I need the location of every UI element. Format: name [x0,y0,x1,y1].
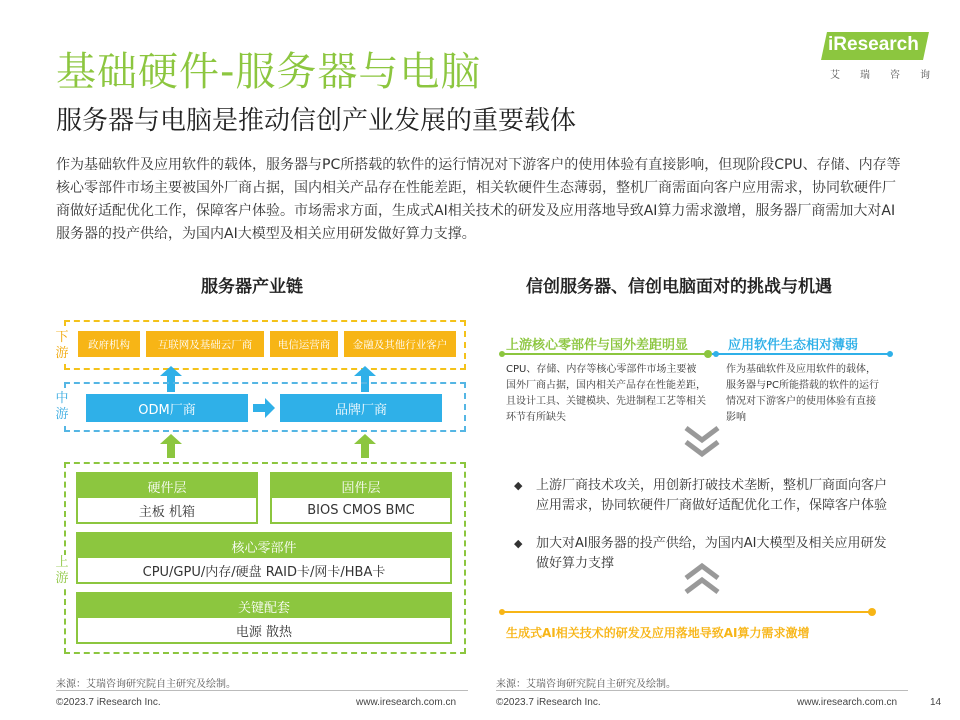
downstream-item: 互联网及基础云厂商 [146,331,264,357]
chevron-down-icon [684,426,720,460]
logo-char: 瑞 [860,70,870,81]
logo-brand: iResearch [828,34,919,55]
iresearch-logo [820,32,930,84]
footer-copyright: ©2023.7 iResearch Inc. [496,697,601,708]
left-source: 来源：艾瑞咨询研究院自主研究及绘制。 [56,679,236,690]
downstream-label: 下游 [55,330,69,361]
bullet-text: 加大对AI服务器的投产供给，为国内AI大模型及相关应用研发做好算力支撑 [536,536,887,571]
core-components-body: CPU/GPU/内存/硬盘 RAID卡/网卡/HBA卡 [142,564,386,580]
footer-url: www.iresearch.com.cn [356,697,457,708]
logo-chinese [830,66,930,81]
bullet-text: 上游厂商技术攻关，用创新打破技术垄断，整机厂商面向客户应用需求，协同软硬件厂商做好适配优化工作，保障客户体验 [536,478,888,513]
firmware-layer [270,472,452,524]
challenge-2-text: 作为基础软件及应用软件的载体，服务器与PC所能搭载的软件的运行情况对下游客户的使用体验有直接影响 [726,364,880,423]
downstream-item: 电信运营商 [270,331,338,357]
arrow-up-icon [354,434,376,458]
driver-text: 生成式AI相关技术的研发及应用落地导致AI算力需求激增 [506,626,810,640]
page-subtitle: 服务器与电脑是推动信创产业发展的重要载体 [56,106,577,136]
upstream-label: 上游 [55,555,69,586]
midstream-label: 中游 [55,391,69,422]
challenge-1-text: CPU、存储、内存等核心零部件市场主要被国外厂商占据，国内相关产品存在性能差距，且设计工具、关键模块、先进制程工艺等相关环节有所缺失 [506,364,706,423]
downstream-item: 金融及其他行业客户 [344,331,456,357]
page-title: 基础硬件-服务器与电脑 [56,49,482,95]
chevron-up-icon [684,560,720,594]
hardware-layer [76,472,258,524]
left-section-title: 服务器产业链 [201,277,303,297]
odm-box: ODM厂商 [86,394,248,422]
core-components [76,532,452,584]
bullet-item [514,476,888,516]
hardware-layer-body: 主板 机箱 [138,504,196,520]
footer-url: www.iresearch.com.cn [797,697,898,708]
key-supporting-body: 电源 散热 [235,624,293,640]
core-components-header: 核心零部件 [78,534,450,558]
arrow-right-icon [253,398,275,418]
firmware-layer-body: BIOS CMOS BMC [307,502,415,518]
logo-char: 艾 [830,70,840,81]
footer-divider [56,690,468,691]
brand-box: 品牌厂商 [280,394,442,422]
challenge-2-title: 应用软件生态相对薄弱 [728,338,859,353]
key-supporting [76,592,452,644]
hardware-layer-header: 硬件层 [78,474,256,498]
footer-copyright: ©2023.7 iResearch Inc. [56,697,161,708]
key-supporting-header: 关键配套 [78,594,450,618]
driver-divider [496,606,882,618]
intro-paragraph: 作为基础软件及应用软件的载体，服务器与PC所搭载的软件的运行情况对下游客户的使用体验有直接影响，但现阶段CPU、存储、内存等核心零部件市场主要被国外厂商占据，国内相关产品存在性能差距，相关软硬件生态薄弱，整机厂商需面向客户应用需求，协同软硬件厂商做好适配优化工作，保障客户体验。市场需求方面，生成式AI相关技术的研发及应用落地导致AI算力需求激增，服务器厂商需加大对AI服务器的投产供给，为国内AI大模型及相关应用研发做好算力支撑。 [56,157,901,242]
firmware-layer-header: 固件层 [272,474,450,498]
arrow-up-icon [160,434,182,458]
right-source: 来源：艾瑞咨询研究院自主研究及绘制。 [496,679,676,690]
footer-divider [496,690,908,691]
logo-char: 询 [920,70,930,81]
challenge-1-title: 上游核心零部件与国外差距明显 [506,338,689,353]
logo-char: 咨 [890,70,900,81]
diamond-icon: ◆ [514,537,523,550]
right-section-title: 信创服务器、信创电脑面对的挑战与机遇 [526,277,832,297]
downstream-item: 政府机构 [78,331,140,357]
diamond-icon: ◆ [514,479,523,492]
page-number: 14 [930,697,942,708]
